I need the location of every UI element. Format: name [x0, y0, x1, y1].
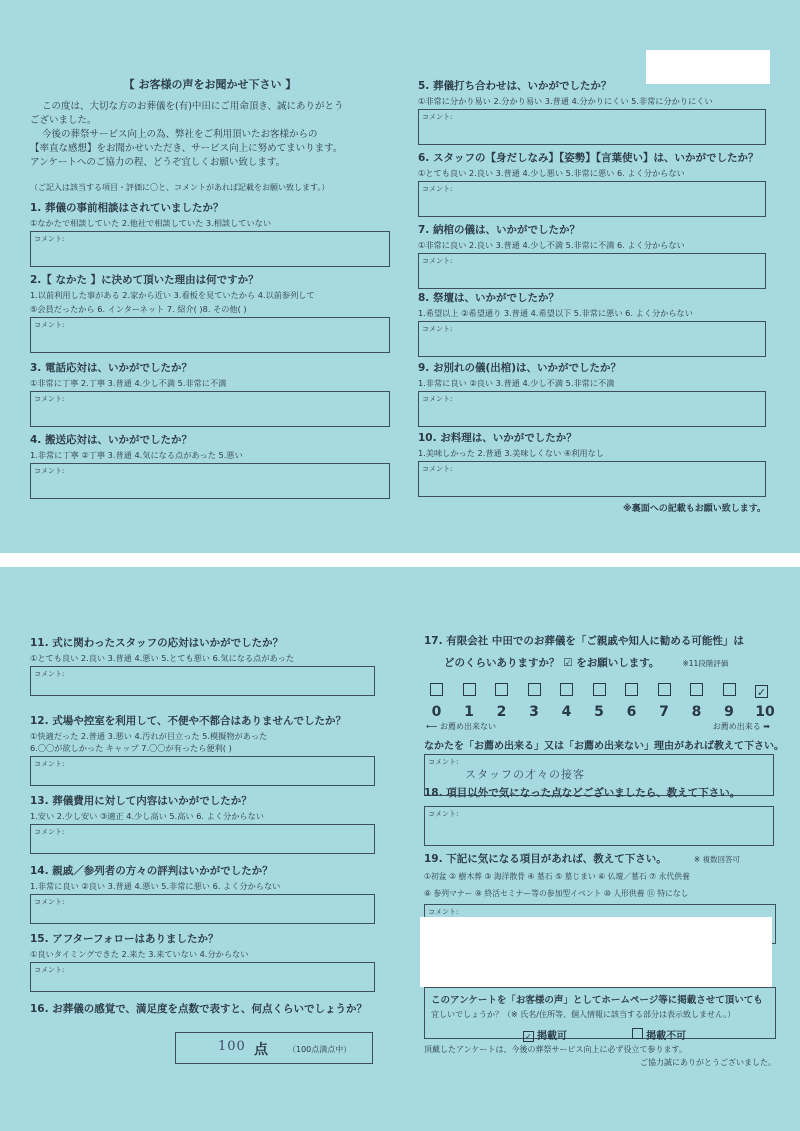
comment-box[interactable]: コメント:: [30, 463, 390, 499]
question-title: 3. 電話応対は、いかがでしたか？: [30, 362, 192, 374]
question-options[interactable]: ①良いタイミングできた 2.来た 3.来ていない 4.分からない: [30, 949, 249, 959]
comment-box[interactable]: コメント:: [424, 806, 774, 846]
question-options[interactable]: ①非常に分かり易い 2.分かり易い 3.普通 4.分かりにくい 5.非常に分かりにくい: [418, 96, 713, 106]
score-value: 100: [218, 1039, 246, 1054]
comment-box[interactable]: コメント:: [30, 894, 375, 924]
question-options[interactable]: ①初盆 ② 樹木葬 ③ 海洋散骨 ④ 墓石 ⑤ 墓じまい ⑥ 仏壇／墓石 ⑦ 永代供養: [424, 872, 690, 881]
question-options[interactable]: 1.非常に良い ②良い 3.普通 4.少し不満 5.非常に不満: [418, 378, 615, 388]
question-title: 8. 祭壇は、いかがでしたか？: [418, 292, 559, 304]
question-options[interactable]: 1.美味しかった 2.普通 3.美味しくない ④利用なし: [418, 448, 604, 458]
question-3: [30, 360, 390, 427]
question-title: 9. お別れの儀(出棺)は、いかがでしたか？: [418, 362, 622, 374]
comment-box[interactable]: コメント:: [30, 824, 375, 854]
label-not-recommend: お薦め出来ない: [440, 722, 497, 731]
question-options[interactable]: ①とても良い 2.良い 3.普通 4.少し悪い 5.非常に悪い 6. よく分からない: [418, 168, 685, 178]
comment-box[interactable]: コメント:: [30, 231, 390, 267]
publish-consent: [424, 987, 776, 1068]
comment-box[interactable]: コメント:: [418, 321, 766, 357]
question-options[interactable]: ⑧ 参列マナー ⑨ 終活セミナー等の参加型イベント ⑩ 人形供養 ⑪ 特になし: [424, 889, 689, 898]
arrow-left-icon: ⟵: [426, 722, 441, 731]
question-5: [418, 78, 766, 145]
label-recommend: お薦め出来る: [712, 722, 761, 731]
nps-arrows: [424, 721, 774, 733]
question-options[interactable]: ①非常に良い 2.良い 3.普通 4.少し不満 5.非常に不満 6. よく分からない: [418, 240, 685, 250]
comment-box[interactable]: コメント:: [418, 253, 766, 289]
question-options[interactable]: ①非常に丁寧 2.丁寧 3.普通 4.少し不満 5.非常に不満: [30, 378, 227, 388]
publish-deny-option[interactable]: 掲載不可: [632, 1027, 686, 1042]
question-options[interactable]: ①快適だった 2.普通 3.悪い 4.汚れが目立った 5.模擬物があった: [30, 731, 268, 741]
question-options[interactable]: ⑤会員だったから 6. インターネット 7. 紹介( )8. その他( ): [30, 304, 247, 314]
question-8: [418, 290, 766, 357]
question-options[interactable]: ①なかたで相談していた 2.他社で相談していた 3.相談していない: [30, 218, 272, 228]
checkbox-6[interactable]: [625, 683, 638, 696]
question-title: 18. 項目以外で気になった点などございましたら、教えて下さい。: [424, 787, 741, 799]
comment-box[interactable]: コメント:: [418, 181, 766, 217]
question-options[interactable]: 6.〇〇が欲しかった キャップ 7.〇〇が有ったら便利( ): [30, 743, 232, 753]
question-6: [418, 150, 766, 217]
question-10: [418, 430, 766, 514]
question-title: 7. 納棺の儀は、いかがでしたか？: [418, 224, 580, 236]
question-title: 4. 搬送応対は、いかがでしたか？: [30, 434, 192, 446]
page-separator: [0, 553, 800, 567]
checkbox-2[interactable]: [495, 683, 508, 696]
checkbox-7[interactable]: [658, 683, 671, 696]
comment-box[interactable]: コメント:: [30, 756, 375, 786]
multi-answer-note: ※ 複数回答可: [693, 855, 741, 864]
footer-note: 頂戴したアンケートは、今後の葬祭サービス向上に必ず役立て参ります。: [424, 1045, 687, 1054]
checkbox-1[interactable]: [463, 683, 476, 696]
question-7: [418, 222, 766, 289]
comment-box[interactable]: コメント:: [418, 391, 766, 427]
comment-box[interactable]: コメント:: [30, 666, 375, 696]
scale-note: ※11段階評価: [682, 659, 729, 668]
question-title: 10. お料理は、いかがでしたか？: [418, 432, 577, 444]
question-1: [30, 200, 390, 267]
score-box[interactable]: [175, 1032, 373, 1064]
redacted-area: [420, 917, 772, 987]
question-15: [30, 931, 375, 992]
checkbox-3[interactable]: [528, 683, 541, 696]
question-title: 15. アフターフォローはありましたか？: [30, 933, 219, 945]
question-title: 6. スタッフの【身だしなみ】【姿勢】【言葉使い】は、いかがでしたか？: [418, 152, 759, 164]
question-options[interactable]: 1.以前利用した事がある 2.家から近い 3.看板を見ていたから 4.以前参列して: [30, 290, 315, 300]
question-title: 2.【 なかた 】に決めて頂いた理由は何ですか？: [30, 274, 259, 286]
question-2: [30, 272, 390, 353]
checkbox-5[interactable]: [593, 683, 606, 696]
back-note: ※裏面への記載もお願い致します。: [622, 504, 766, 514]
publish-box: [424, 987, 776, 1042]
checkbox-8[interactable]: [690, 683, 703, 696]
question-11: [30, 635, 375, 696]
score-full: （100点満点中）: [288, 1045, 352, 1054]
nps-scale-labels: 0 1 2 3 4 5 6 7 8 9 10: [431, 704, 775, 720]
comment-box[interactable]: コメント:: [418, 109, 766, 145]
comment-box[interactable]: コメント:: [30, 391, 390, 427]
question-options[interactable]: ①とても良い 2.良い 3.普通 4.悪い 5.とても悪い 6.気になる点があった: [30, 653, 295, 663]
checkbox-0[interactable]: [430, 683, 443, 696]
question-14: [30, 863, 375, 924]
checkbox-10[interactable]: ✓: [756, 686, 767, 699]
reason-prompt: なかたを「お薦め出来る」又は「お薦め出来ない」理由があれば教えて下さい。: [424, 741, 784, 752]
publish-allow-option[interactable]: ✓ 掲載可: [523, 1027, 567, 1042]
intro-text: この度は、大切な方のお葬儀を(有)中田にご用命頂き、誠にありがとう ございました。 今後の葬祭サービス向上の為、弊社をご利用頂いたお客様からの 【率直な感想】をお聞かせいただき、サービス向上に努めてまいります。 アンケートへのご協力の程、どうぞ宜しくお願い致します。: [30, 101, 344, 168]
publish-privacy-note: 宜しいでしょうか？（※ 氏名/住所等、個人情報に該当する部分は表示致しません。）: [431, 1010, 736, 1019]
question-title: 19. 下記に気になる項目があれば、教えて下さい。: [424, 853, 667, 865]
nps-checkboxes[interactable]: [430, 681, 774, 700]
instruction-text: （ご記入は該当する項目・評価に〇と、コメントがあれば記載をお願い致します。）: [30, 183, 330, 192]
survey-sheet-back: [0, 567, 800, 1131]
footer-thanks: ご協力誠にありがとうございました。: [640, 1058, 776, 1067]
question-title: 13. 葬儀費用に対して内容はいかがでしたか？: [30, 795, 252, 807]
question-16: [30, 1001, 380, 1064]
question-options[interactable]: 1.非常に良い ②良い 3.普通 4.悪い 5.非常に悪い 6. よく分からない: [30, 881, 281, 891]
question-title: 5. 葬儀打ち合わせは、いかがでしたか？: [418, 80, 612, 92]
question-options[interactable]: 1.安い 2.少し安い ③適正 4.少し高い 5.高い 6. よく分からない: [30, 811, 264, 821]
question-title: 12. 式場や控室を利用して、不便や不都合はありませんでしたか？: [30, 715, 347, 727]
checkbox-4[interactable]: [560, 683, 573, 696]
handwritten-comment: スタッフの才々の接客: [465, 768, 585, 781]
survey-title: 【 お客様の声をお聞かせ下さい 】: [123, 78, 297, 91]
question-9: [418, 360, 766, 427]
checkbox-9[interactable]: [723, 683, 736, 696]
arrow-right-icon: ➡: [760, 722, 770, 731]
comment-box[interactable]: コメント:: [30, 962, 375, 992]
question-title: 11. 式に関わったスタッフの応対はいかがでしたか？: [30, 637, 284, 649]
publish-question: このアンケートを「お客様の声」としてホームページ等に掲載させて頂いても: [431, 995, 763, 1006]
question-17: [424, 633, 784, 796]
question-title: 16. お葬儀の感覚で、満足度を点数で表すと、何点くらいでしょうか？: [30, 1003, 368, 1015]
score-unit: 点: [254, 1042, 268, 1058]
question-title: 1. 葬儀の事前相談はされていましたか？: [30, 202, 224, 214]
comment-box[interactable]: コメント:: [30, 317, 390, 353]
question-12: [30, 713, 375, 786]
comment-box[interactable]: コメント:: [418, 461, 766, 497]
checkbox-checked-icon: ✓: [523, 1031, 534, 1042]
question-options[interactable]: 1.非常に丁寧 ②丁寧 3.普通 4.気になる点があった 5.悪い: [30, 450, 243, 460]
question-13: [30, 793, 375, 854]
comment-box[interactable]: コメント:: [424, 904, 776, 944]
question-subtitle: どのくらいありますか？ ☑ をお願いします。: [444, 657, 660, 669]
question-options[interactable]: 1.希望以上 ②希望通り 3.普通 4.希望以下 5.非常に悪い 6. よく分からない: [418, 308, 693, 318]
question-4: [30, 432, 390, 499]
question-title: 14. 親戚／参列者の方々の評判はいかがでしたか？: [30, 865, 273, 877]
checkbox-empty-icon: [632, 1028, 643, 1039]
comment-box[interactable]: コメント: スタッフの才々の接客: [424, 754, 774, 796]
question-title: 17. 有限会社 中田でのお葬儀を「ご親戚や知人に勧める可能性」は: [424, 635, 744, 647]
question-18: [424, 785, 774, 846]
survey-sheet-front: [0, 0, 800, 553]
